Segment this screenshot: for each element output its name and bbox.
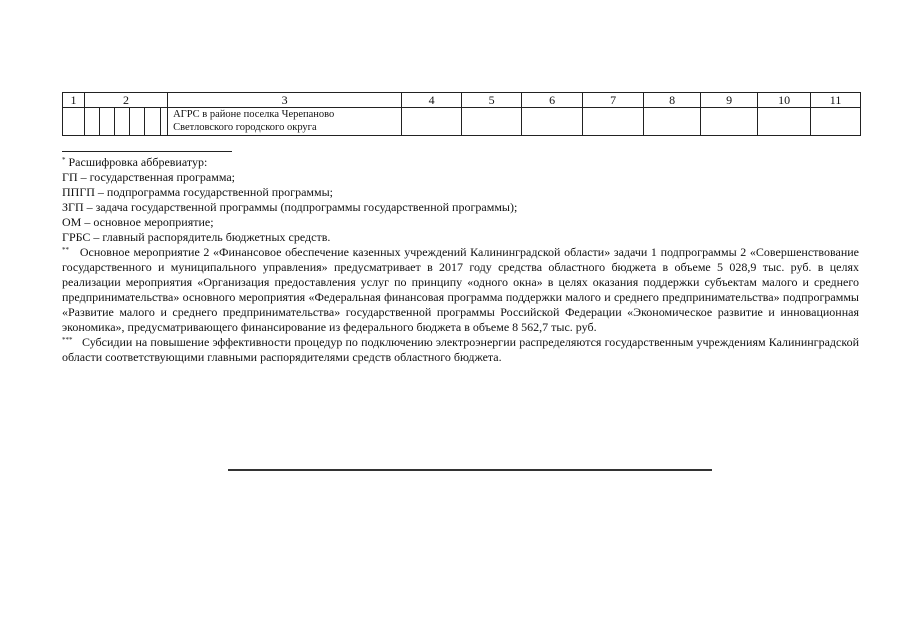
table-header-row: [63, 93, 861, 108]
footnote-marker: **: [62, 246, 69, 254]
table-cell: [811, 108, 861, 136]
abbr-title-text: Расшифровка аббревиатур:: [68, 155, 208, 169]
object-description-line: АГРС в районе поселка Черепаново: [173, 109, 335, 120]
col-header-3: 3: [168, 93, 402, 108]
table-cell: [145, 108, 161, 136]
col-header-11: 11: [811, 93, 861, 108]
col-header-1: 1: [63, 93, 85, 108]
table-cell: [161, 108, 168, 136]
table-cell: [63, 108, 85, 136]
col-header-9: 9: [701, 93, 758, 108]
table-cell: [758, 108, 811, 136]
col-header-10: 10: [758, 93, 811, 108]
abbr-title: [62, 155, 859, 170]
col-header-8: 8: [644, 93, 701, 108]
abbr-item: ППГП – подпрограмма государственной программы;: [62, 185, 333, 199]
table-cell: [583, 108, 644, 136]
table-cell: [100, 108, 115, 136]
col-header-6: 6: [522, 93, 583, 108]
abbr-item: ОМ – основное мероприятие;: [62, 215, 214, 229]
bottom-separator-line: [228, 469, 712, 471]
object-description-cell: [168, 108, 402, 136]
footnote-2: [62, 245, 859, 335]
table-cell: [644, 108, 701, 136]
abbr-item: ГП – государственная программа;: [62, 170, 235, 184]
table-cell: [462, 108, 522, 136]
footnote-marker: ***: [62, 336, 73, 344]
table-cell: [522, 108, 583, 136]
footnote-3: [62, 335, 859, 365]
footnote-3-text: Субсидии на повышение эффективности процедур по подключению электроэнергии распределяются государственным учреждениям Калининградской области соответствующими главными распорядителями средств областного бюджета.: [62, 335, 860, 364]
col-header-7: 7: [583, 93, 644, 108]
table-cell: [130, 108, 145, 136]
col-header-2: 2: [85, 93, 168, 108]
object-description-line: Светловского городского округа: [173, 122, 317, 133]
table-cell: [701, 108, 758, 136]
abbr-item: ГРБС – главный распорядитель бюджетных средств.: [62, 230, 331, 244]
abbr-item: ЗГП – задача государственной программы (подпрограммы государственной программы);: [62, 200, 518, 214]
table-cell: [402, 108, 462, 136]
table-cell: [85, 108, 100, 136]
footnotes: [62, 155, 859, 365]
footnote-separator: [62, 151, 232, 152]
data-table: [62, 92, 861, 136]
footnote-marker: *: [62, 156, 66, 164]
table-row: [63, 108, 861, 136]
col-header-5: 5: [462, 93, 522, 108]
table-cell: [115, 108, 130, 136]
footnote-2-text: Основное мероприятие 2 «Финансовое обеспечение казенных учреждений Калининградской области» задачи 1 подпрограммы 2 «Совершенствование государственного и муниципального управления» предусматривает в 2017 году средства областного бюджета в объеме 5 028,9 тыс. руб. в целях реализации мероприятия «Организация предоставления услуг по принципу «одного окна» в целях оказания поддержки субъектам малого и среднего предпринимательства» основного мероприятия «Федеральная финансовая программа поддержки малого и среднего предпринимательства» подпрограммы «Развитие малого и среднего предпринимательства» государственной программы Российской Федерации «Экономическое развитие и инновационная экономика», предусматривающего финансирование из федерального бюджета в объеме 8 562,7 тыс. руб.: [62, 245, 859, 334]
col-header-4: 4: [402, 93, 462, 108]
